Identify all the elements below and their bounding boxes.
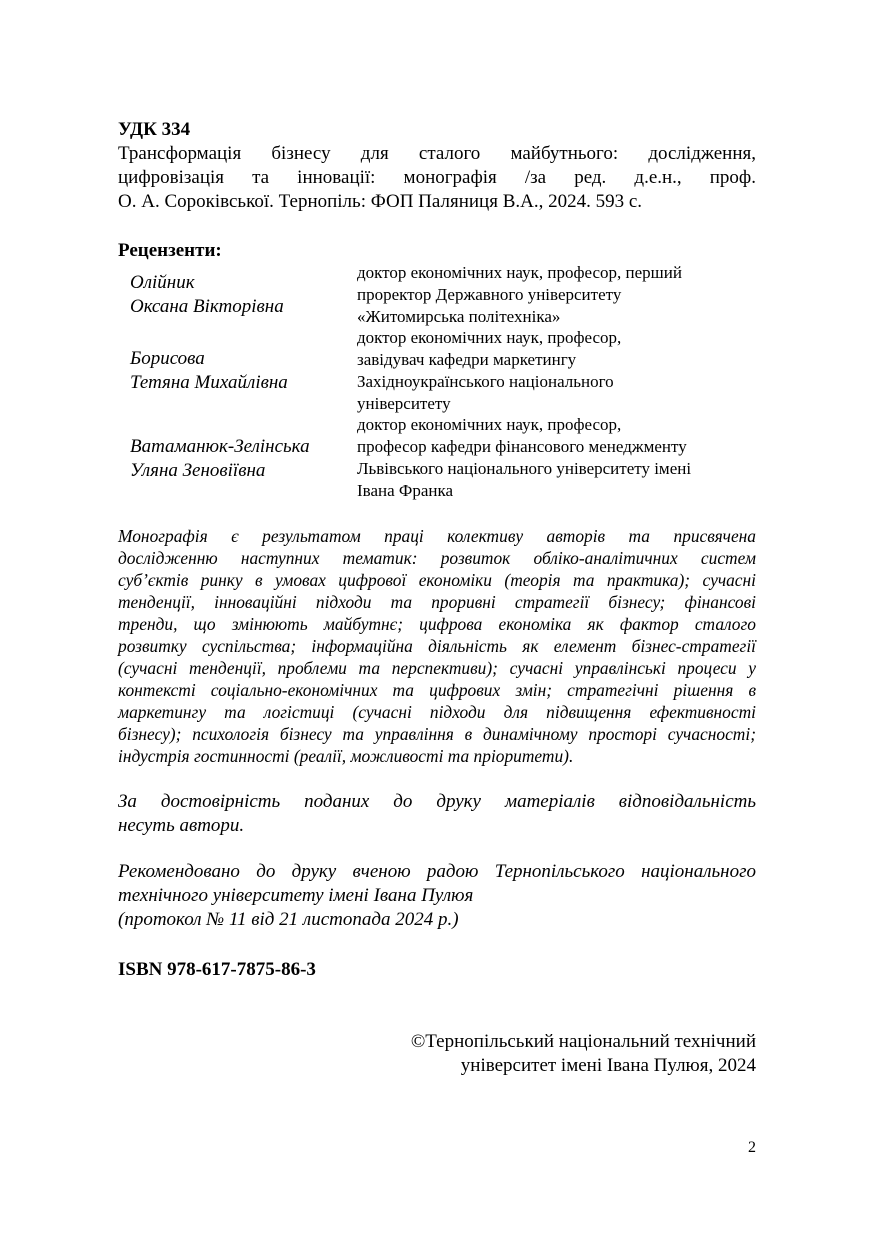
citation-line: О. А. Сороківської. Тернопіль: ФОП Паляниця В.А., 2024. 593 с. [118, 191, 643, 212]
abstract-line: дослідженню наступних тематик: розвиток обліко-аналітичних систем [118, 548, 756, 568]
publication-recommendation [118, 860, 756, 932]
reviewer-name [130, 435, 355, 483]
abstract-line: контексті соціально-економічних та цифрових змін; стратегічні рішення в [118, 680, 756, 700]
monograph-abstract [118, 525, 756, 767]
reviewer-description-line: завідувач кафедри маркетингу [357, 350, 577, 369]
responsibility-line: За достовірність поданих до друку матеріалів відповідальність [118, 791, 756, 812]
citation-line: Трансформація бізнесу для сталого майбутнього: дослідження, [118, 143, 756, 164]
abstract-line: тенденції, інноваційні підходи та проривні стратегії бізнесу; фінансові [118, 592, 756, 612]
isbn: ISBN 978-617-7875-86-3 [118, 959, 316, 980]
udc-code: УДК 334 [118, 119, 191, 140]
reviewer-description-line: доктор економічних наук, професор, [357, 328, 622, 347]
abstract-line: Монографія є результатом праці колективу авторів та присвячена [118, 526, 756, 546]
reviewer-given-name: Тетяна Михайлівна [130, 372, 288, 393]
reviewer-name [130, 347, 355, 395]
reviewer-given-name: Уляна Зеновіївна [130, 460, 266, 481]
abstract-line: маркетингу та логістиці (сучасні підходи для підвищення ефективності [118, 702, 756, 722]
copyright-line: університет імені Івана Пулюя, 2024 [460, 1055, 756, 1076]
reviewer-description-line: «Житомирська політехніка» [357, 307, 561, 326]
reviewer-description [357, 414, 757, 502]
reviewer-given-name: Оксана Вікторівна [130, 296, 284, 317]
authors-responsibility-note [118, 790, 756, 838]
reviewer-surname: Олійник [130, 272, 195, 293]
page-number: 2 [748, 1139, 756, 1156]
bibliographic-citation [118, 142, 756, 214]
reviewer-description-line: професор кафедри фінансового менеджменту [357, 437, 687, 456]
copyright-line: ©Тернопільський національний технічний [410, 1031, 756, 1052]
citation-line: цифровізація та інновації: монографія /за ред. д.е.н., проф. [118, 167, 756, 188]
reviewer-description-line: проректор Державного університету [357, 285, 622, 304]
recommendation-line: технічного університету імені Івана Пулюя [118, 885, 474, 906]
responsibility-line: несуть автори. [118, 815, 245, 836]
reviewer-description-line: Івана Франка [357, 481, 454, 500]
reviewer-description-line: університету [357, 394, 451, 413]
reviewer-description [357, 327, 757, 415]
abstract-line: (сучасні тенденції, проблеми та перспективи); сучасні управлінські процеси у [118, 658, 756, 678]
reviewer-description-line: доктор економічних наук, професор, перший [357, 263, 682, 282]
reviewer-description-line: доктор економічних наук, професор, [357, 415, 622, 434]
reviewer-description-line: Західноукраїнського національного [357, 372, 614, 391]
abstract-line: розвитку суспільства; інформаційна діяльність як елемент бізнес-стратегії [118, 636, 756, 656]
reviewer-surname: Ватаманюк-Зелінська [130, 436, 310, 457]
abstract-line: суб’єктів ринку в умовах цифрової економіки (теорія та практика); сучасні [118, 570, 756, 590]
abstract-line: бізнесу); психологія бізнесу та управління в динамічному просторі сучасності; [118, 724, 756, 744]
recommendation-line: (протокол № 11 від 21 листопада 2024 р.) [118, 909, 459, 930]
recommendation-line: Рекомендовано до друку вченою радою Тернопільського національного [118, 861, 756, 882]
abstract-line: тренди, що змінюють майбутнє; цифрова економіка як фактор сталого [118, 614, 756, 634]
reviewer-description [357, 262, 757, 328]
copyright-notice [336, 1030, 756, 1078]
reviewers-heading: Рецензенти: [118, 240, 222, 261]
abstract-line: індустрія гостинності (реалії, можливості та пріоритети). [118, 746, 574, 766]
reviewer-name [130, 271, 355, 319]
reviewer-surname: Борисова [130, 348, 205, 369]
reviewer-description-line: Львівського національного університету імені [357, 459, 692, 478]
